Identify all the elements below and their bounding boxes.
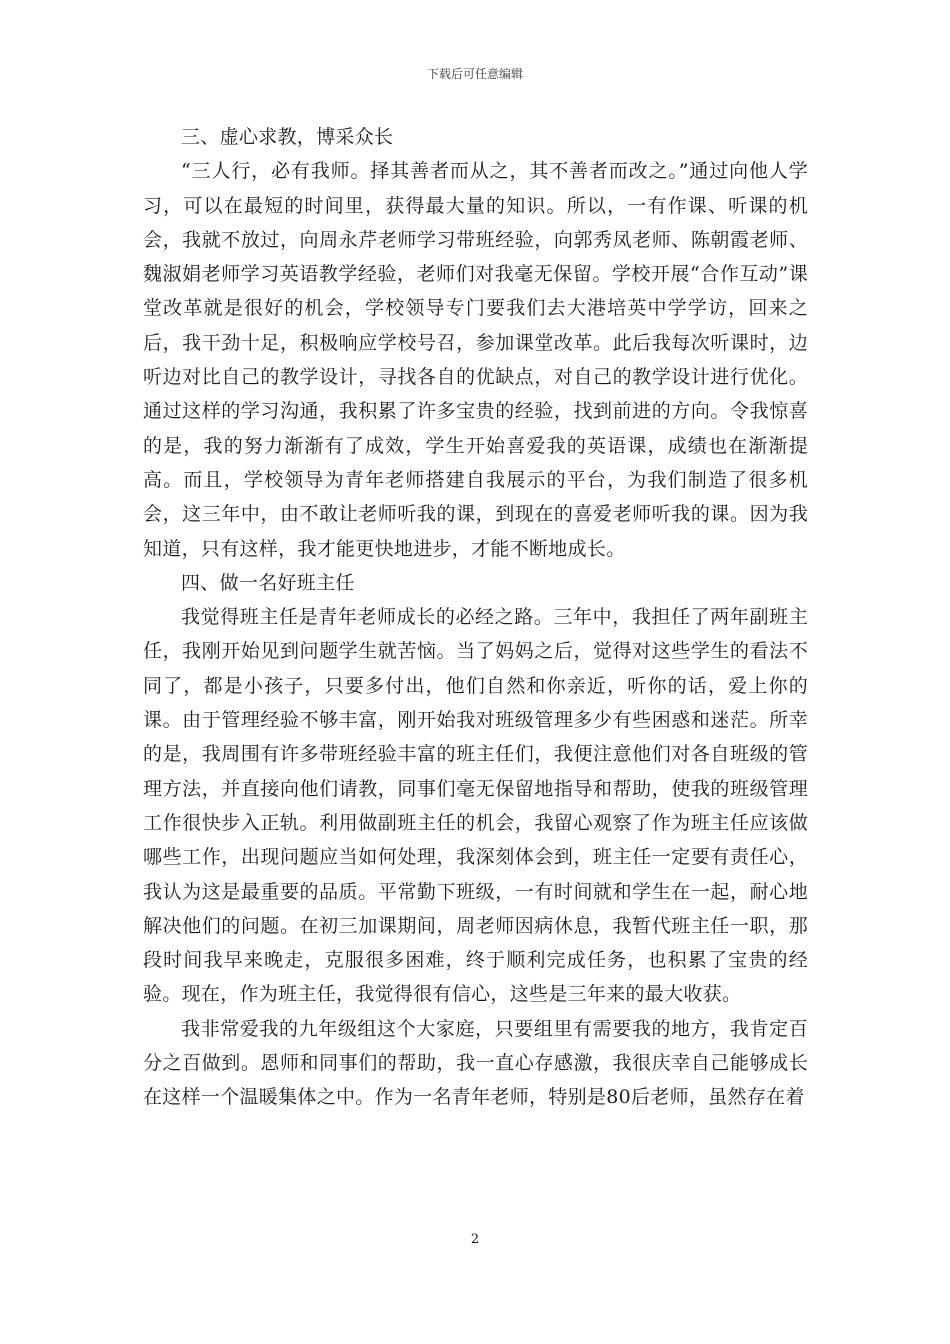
paragraph: “三人行，必有我师。择其善者而从之，其不善者而改之。”通过向他人学习，可以在最短的时间里，获得最大量的知识。所以，一有作课、听课的机会，我就不放过，向周永芹老师学习带班经验，向郭秀凤老师、陈朝霞老师、魏淑娟老师学习英语教学经验，老师们对我毫无保留。学校开展“合作互动”课堂改革就是很好的机会，学校领导专门要我们去大港培英中学学访，回来之后，我干劲十足，积极响应学校号召，参加课堂改革。此后我每次听课时，边听边对比自己的教学设计，寻找各自的优缺点，对自己的教学设计进行优化。通过这样的学习沟通，我积累了许多宝贵的经验，找到前进的方向。令我惊喜的是，我的努力渐渐有了成效，学生开始喜爱我的英语课，成绩也在渐渐提高。而且，学校领导为青年老师搭建自我展示的平台，为我们制造了很多机会，这三年中，由不敢让老师听我的课，到现在的喜爱老师听我的课。因为我知道，只有这样，我才能更快地进步，才能不断地成长。 [143, 160, 808, 560]
paragraph: 我觉得班主任是青年老师成长的必经之路。三年中，我担任了两年副班主任，我刚开始见到问题学生就苦恼。当了妈妈之后，觉得对这些学生的看法不同了，都是小孩子，只要多付出，他们自然和你亲近，听你的话，爱上你的课。由于管理经验不够丰富，刚开始我对班级管理多少有些困惑和迷茫。所幸的是，我周围有许多带班经验丰富的班主任们，我便注意他们对各自班级的管理方法，并直接向他们请教，同事们毫无保留地指导和帮助，使我的班级管理工作很快步入正轨。利用做副班主任的机会，我留心观察了作为班主任应该做哪些工作，出现问题应当如何处理，我深刻体会到，班主任一定要有责任心，我认为这是最重要的品质。平常勤下班级，一有时间就和学生在一起，耐心地解决他们的问题。在初三加课期间，周老师因病休息，我暂代班主任一职，那段时间我早来晚走，克服很多困难，终于顺利完成任务，也积累了宝贵的经验。现在，作为班主任，我觉得很有信心，这些是三年来的最大收获。 [143, 606, 808, 1006]
page-header: 下载后可任意编辑 [426, 67, 523, 81]
section-heading-4: 四、做一名好班主任 [181, 571, 355, 594]
page-number: 2 [470, 1232, 480, 1247]
section-heading-3: 三、虚心求教，博采众长 [181, 126, 394, 148]
paragraph: 我非常爱我的九年级组这个大家庭，只要组里有需要我的地方，我肯定百分之百做到。恩师和同事们的帮助，我一直心存感激，我很庆幸自己能够成长在这样一个温暖集体之中。作为一名青年老师，特别是80后老师，虽然存在着 [143, 1017, 808, 1109]
document-body [143, 120, 808, 1115]
